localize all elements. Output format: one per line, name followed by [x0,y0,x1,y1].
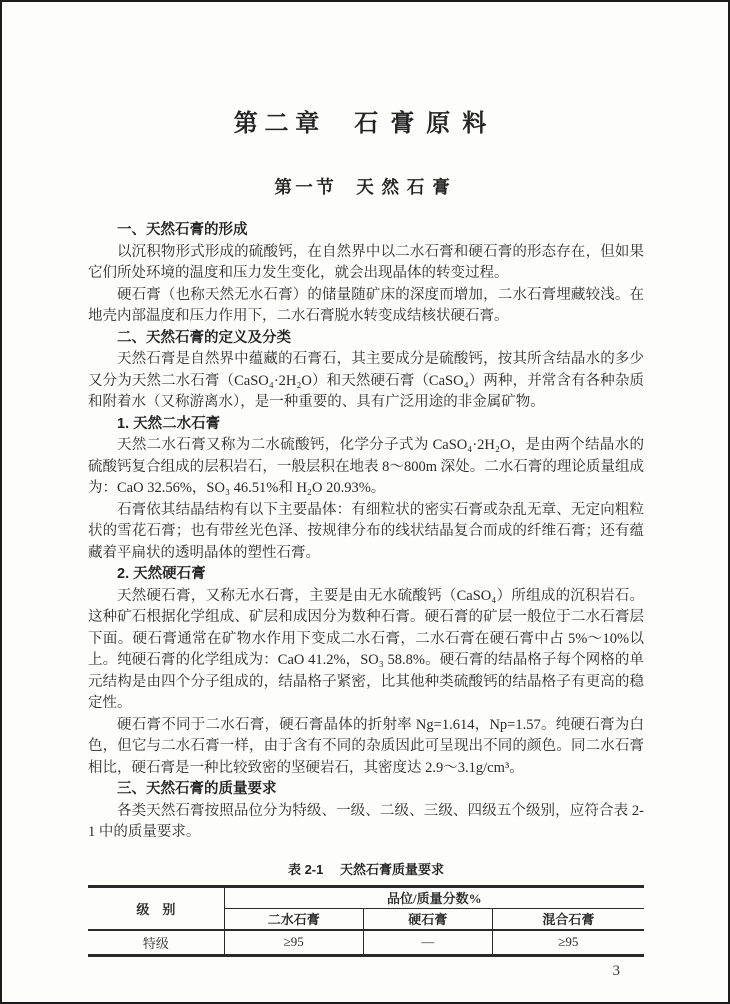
table-header-anhydrite: 硬石膏 [363,908,492,930]
table-caption [88,859,644,878]
paragraph: 以沉积物形式形成的硫酸钙，在自然界中以二水石膏和硬石膏的形态存在，但如果它们所处环境的温度和压力发生变化，就会出现晶体的转变过程。 [88,243,644,281]
chapter-name: 石膏原料 [354,110,499,137]
paragraph: 硬石膏（也称天然无水石膏）的储量随矿床的深度而增加，二水石膏埋藏较浅。在地壳内部温度和压力作用下，二水石膏脱水转变成结核状硬石膏。 [88,286,644,324]
table-header-grade: 级别 [136,901,189,917]
paragraph: 各类天然石膏按照品位分为特级、一级、二级、三级、四级五个级别，应符合表 2-1 中的质量要求。 [88,802,644,840]
section-number: 第一节 [274,177,338,197]
chapter-title [88,106,644,142]
table-caption-title: 天然石膏质量要求 [340,861,445,877]
table-header-group: 品位/质量分数% [224,886,644,908]
table-header-mixed: 混合石膏 [492,908,644,930]
table-caption-number: 表 2-1 [287,861,324,877]
paragraph: 石膏依其结晶结构有以下主要晶体：有细粒状的密实石膏或杂乱无章、无定向粗粒状的雪花石膏；也有带丝光色泽、按规律分布的线状结晶复合而成的纤维石膏；还有蕴藏着平扁状的透明晶体的塑性石膏。 [88,501,644,561]
body-text [88,220,644,844]
table-row [88,930,644,956]
table-cell-grade: 特级 [88,930,224,956]
chapter-number: 第二章 [233,110,326,137]
section-heading: 三、天然石膏的质量要求 [117,781,277,797]
page-number: 3 [612,962,620,979]
section-heading: 2. 天然硬石膏 [117,566,206,582]
section-heading: 二、天然石膏的定义及分类 [117,329,291,346]
page-content [2,2,728,980]
paragraph: 天然石膏是自然界中蕴藏的石膏石，其主要成分是硫酸钙，按其所含结晶水的多少又分为天然二水石膏（CaSO₄·2H₂O）和天然硬石膏（CaSO₄）两种，并常含有各种杂质和附着水（又称游离水），是一种重要的、具有广泛用途的非金属矿物。 [88,351,644,410]
table-header-row [88,886,644,908]
paragraph: 硬石膏不同于二水石膏，硬石膏晶体的折射率 Ng=1.614，Np=1.57。纯硬石膏为白色，但它与二水石膏一样，由于含有不同的杂质因此可呈现出不同的颜色。同二水石膏相比，硬石膏是一种比较致密的坚硬岩石，其密度达 2.9～3.1g/cm³。 [88,716,644,776]
section-title [88,174,644,200]
section-heading: 1. 天然二水石膏 [117,415,221,432]
table-header-dihydrate: 二水石膏 [224,908,363,930]
table-cell-dihydrate: ≥95 [224,930,363,956]
table-cell-mixed: ≥95 [492,930,644,956]
table-cell-anhydrite: — [363,930,492,956]
gypsum-quality-table [88,885,644,957]
section-name: 天然石膏 [356,177,458,197]
paragraph: 天然二水石膏又称为二水硫酸钙，化学分子式为 CaSO₄·2H₂O，是由两个结晶水的硫酸钙复合组成的层积岩石，一般层积在地表 8～800m 深处。二水石膏的理论质量组成为：CaO 32.56%，SO₃ 46.51%和 H₂O 20.93%。 [88,437,644,496]
section-heading: 一、天然石膏的形成 [117,222,248,238]
paragraph: 天然硬石膏，又称无水石膏，主要是由无水硫酸钙（CaSO₄）所组成的沉积岩石。这种矿石根据化学组成、矿层和成因分为数种石膏。硬石膏的矿层一般位于二水石膏层下面。硬石膏通常在矿物水作用下变成二水石膏，二水石膏在硬石膏中占 5%～10%以上。纯硬石膏的化学组成为：CaO 41.2%，SO₃ 58.8%。硬石膏的结晶格子每个网格的单元结构是由四个分子组成的，结晶格子紧密，比其他种类硫酸钙的结晶格子有更高的稳定性。 [88,587,644,711]
